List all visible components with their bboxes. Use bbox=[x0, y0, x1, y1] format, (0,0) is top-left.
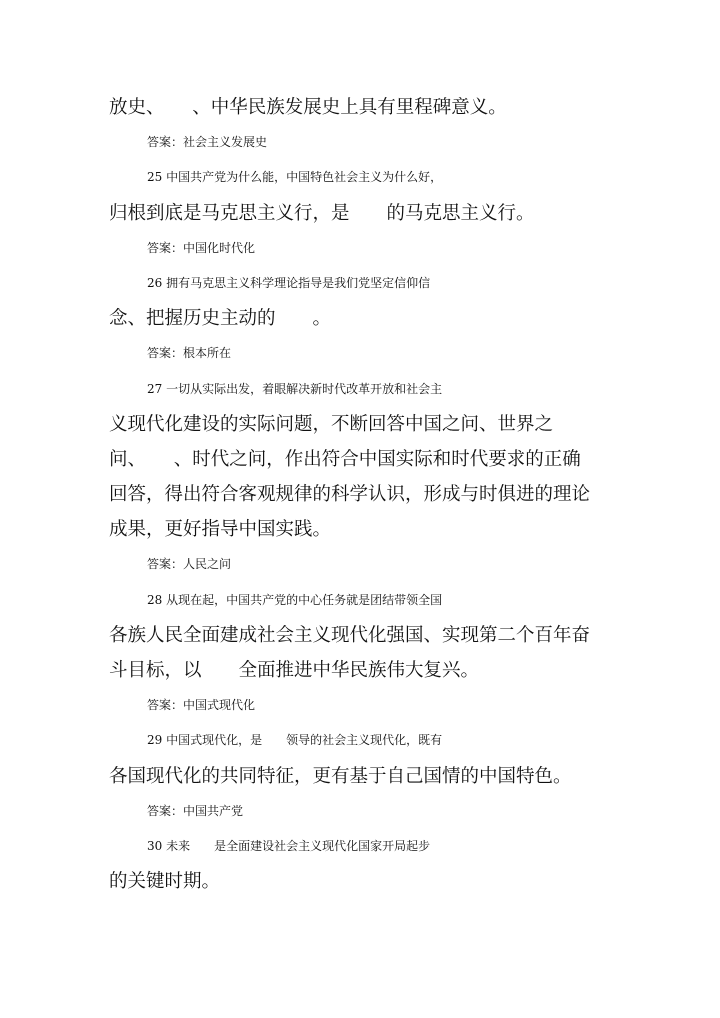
question-line: 29 中国式现代化，是 领导的社会主义现代化，既有 bbox=[147, 733, 443, 748]
document-body bbox=[109, 90, 614, 899]
question-line: 问、 、时代之问，作出符合中国实际和时代要求的正确 bbox=[109, 448, 581, 470]
question-line: 25 中国共产党为什么能，中国特色社会主义为什么好， bbox=[147, 170, 443, 185]
question-line: 26 拥有马克思主义科学理论指导是我们党坚定信仰信 bbox=[147, 275, 431, 290]
question-line: 斗目标，以 全面推进中华民族伟大复兴。 bbox=[109, 660, 480, 681]
question-line: 成果，更好指导中国实践。 bbox=[109, 519, 332, 541]
answer-line: 答案：人民之问 bbox=[147, 557, 232, 572]
question-line: 30 未来 是全面建设社会主义现代化国家开局起步 bbox=[147, 838, 431, 853]
question-line: 28 从现在起，中国共产党的中心任务就是团结带领全国 bbox=[147, 592, 443, 607]
answer-line: 答案：社会主义发展史 bbox=[147, 135, 268, 150]
question-line: 的关键时期。 bbox=[109, 871, 221, 893]
question-line: 回答，得出符合客观规律的科学认识，形成与时俱进的理论 bbox=[109, 484, 591, 506]
question-line: 放史、 、中华民族发展史上具有里程碑意义。 bbox=[109, 97, 507, 118]
question-line: 各族人民全面建成社会主义现代化强国、实现第二个百年奋 bbox=[109, 624, 591, 646]
answer-line: 答案：中国化时代化 bbox=[147, 240, 256, 255]
answer-line: 答案：中国共产党 bbox=[147, 803, 244, 818]
question-line: 念、把握历史主动的 。 bbox=[109, 308, 332, 330]
answer-line: 答案：中国式现代化 bbox=[147, 698, 256, 713]
question-line: 义现代化建设的实际问题，不断回答中国之问、世界之 bbox=[109, 413, 554, 435]
question-line: 归根到底是马克思主义行，是 的马克思主义行。 bbox=[109, 202, 535, 224]
question-line: 各国现代化的共同特征，更有基于自己国情的中国特色。 bbox=[109, 765, 572, 787]
question-line: 27 一切从实际出发，着眼解决新时代改革开放和社会主 bbox=[147, 381, 443, 396]
answer-line: 答案：根本所在 bbox=[147, 346, 232, 361]
